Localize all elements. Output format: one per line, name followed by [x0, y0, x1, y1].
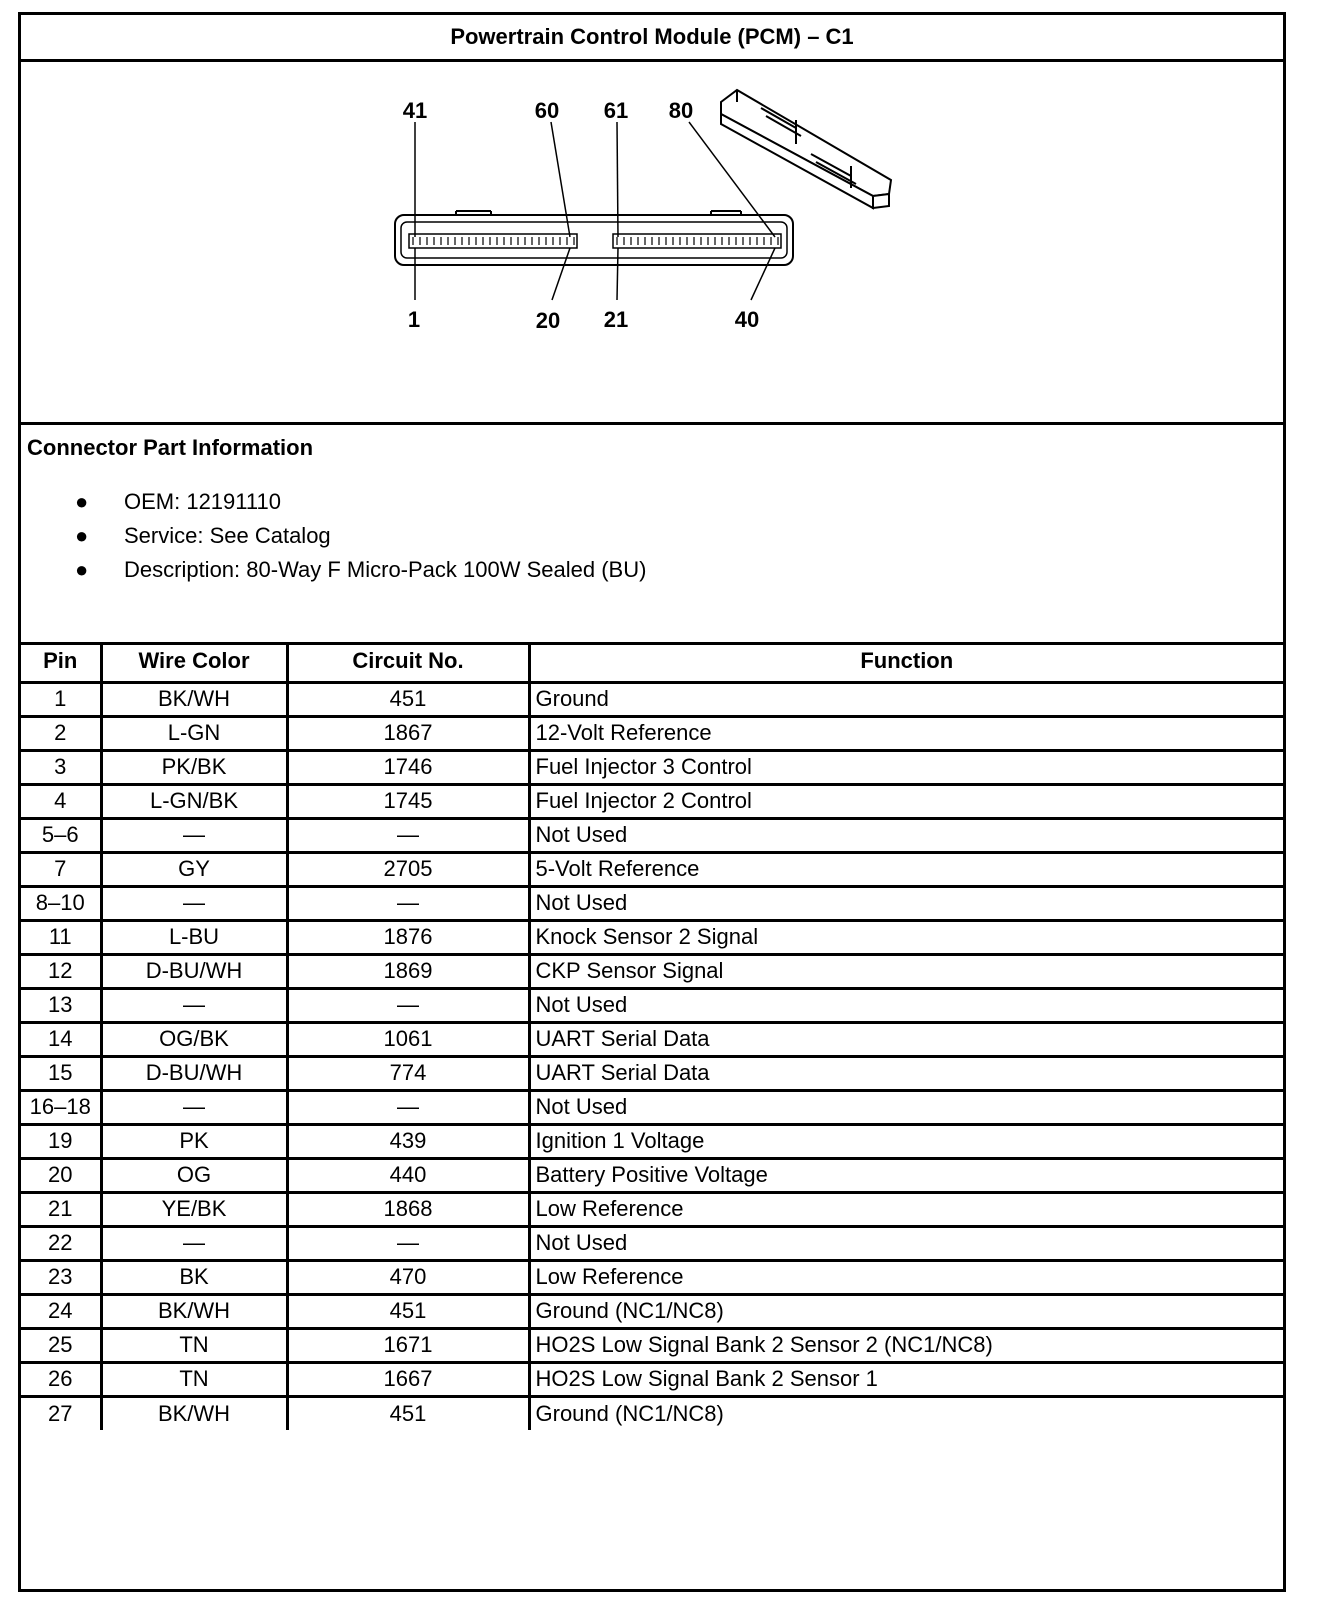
pin-label-41: 41	[402, 98, 428, 123]
pin-cell: 1	[21, 682, 101, 716]
connector-description: Description: 80-Way F Micro-Pack 100W Sealed (BU)	[124, 557, 647, 582]
pin-label-40: 40	[734, 307, 760, 332]
function-cell: Not Used	[529, 1226, 1283, 1260]
circuit-number-cell: —	[287, 1226, 529, 1260]
pin-cell: 27	[21, 1396, 101, 1430]
table-row	[21, 1192, 1283, 1226]
function-cell: Low Reference	[529, 1260, 1283, 1294]
table-row	[21, 682, 1283, 716]
wire-color-cell: —	[101, 988, 287, 1022]
table-row	[21, 1260, 1283, 1294]
connector-info-list	[21, 485, 646, 587]
wire-color-cell: GY	[101, 852, 287, 886]
pin-label-1: 1	[407, 307, 421, 332]
function-cell: Knock Sensor 2 Signal	[529, 920, 1283, 954]
table-row	[21, 1090, 1283, 1124]
bullet-icon: ●	[75, 523, 89, 548]
pin-label-60: 60	[534, 98, 560, 123]
pin-cell: 8–10	[21, 886, 101, 920]
service-number: Service: See Catalog	[124, 523, 331, 548]
pin-cell: 14	[21, 1022, 101, 1056]
wire-color-cell: PK	[101, 1124, 287, 1158]
circuit-number-cell: 774	[287, 1056, 529, 1090]
pin-cell: 20	[21, 1158, 101, 1192]
pin-cell: 13	[21, 988, 101, 1022]
circuit-number-cell: 1876	[287, 920, 529, 954]
wire-color-cell: L-BU	[101, 920, 287, 954]
pin-cell: 23	[21, 1260, 101, 1294]
table-row	[21, 1226, 1283, 1260]
wire-color-cell: L-GN	[101, 716, 287, 750]
pin-label-20: 20	[535, 308, 561, 333]
table-row	[21, 818, 1283, 852]
pin-label-21: 21	[603, 307, 629, 332]
table-row	[21, 784, 1283, 818]
function-cell: Ground (NC1/NC8)	[529, 1294, 1283, 1328]
pin-cell: 3	[21, 750, 101, 784]
connector-drawing	[21, 62, 1283, 422]
function-cell: 12-Volt Reference	[529, 716, 1283, 750]
circuit-number-cell: —	[287, 1090, 529, 1124]
pinout-table	[21, 642, 1283, 1430]
function-cell: HO2S Low Signal Bank 2 Sensor 1	[529, 1362, 1283, 1396]
table-row	[21, 920, 1283, 954]
table-row	[21, 988, 1283, 1022]
function-cell: CKP Sensor Signal	[529, 954, 1283, 988]
wire-color-cell: D-BU/WH	[101, 954, 287, 988]
table-row	[21, 1022, 1283, 1056]
circuit-number-cell: 439	[287, 1124, 529, 1158]
connector-sheet	[18, 12, 1286, 1592]
bullet-icon: ●	[75, 489, 89, 514]
function-cell: Not Used	[529, 1090, 1283, 1124]
table-row	[21, 1328, 1283, 1362]
circuit-number-cell: 1745	[287, 784, 529, 818]
header-circuit-no: Circuit No.	[287, 642, 529, 682]
function-cell: Ground (NC1/NC8)	[529, 1396, 1283, 1430]
pinout-table-body	[21, 682, 1283, 1430]
table-row	[21, 852, 1283, 886]
circuit-number-cell: 1867	[287, 716, 529, 750]
wire-color-cell: TN	[101, 1362, 287, 1396]
function-cell: Battery Positive Voltage	[529, 1158, 1283, 1192]
pin-cell: 25	[21, 1328, 101, 1362]
table-row	[21, 1056, 1283, 1090]
connector-diagram	[21, 62, 1283, 425]
table-row	[21, 1158, 1283, 1192]
table-row	[21, 954, 1283, 988]
wire-color-cell: PK/BK	[101, 750, 287, 784]
connector-info-heading: Connector Part Information	[27, 435, 314, 460]
circuit-number-cell: 470	[287, 1260, 529, 1294]
circuit-number-cell: 1061	[287, 1022, 529, 1056]
circuit-number-cell: —	[287, 818, 529, 852]
header-pin: Pin	[21, 642, 101, 682]
circuit-number-cell: 451	[287, 1396, 529, 1430]
function-cell: Not Used	[529, 886, 1283, 920]
function-cell: UART Serial Data	[529, 1022, 1283, 1056]
function-cell: Ignition 1 Voltage	[529, 1124, 1283, 1158]
pin-cell: 12	[21, 954, 101, 988]
function-cell: Fuel Injector 2 Control	[529, 784, 1283, 818]
function-cell: UART Serial Data	[529, 1056, 1283, 1090]
pin-cell: 4	[21, 784, 101, 818]
oem-number: OEM: 12191110	[124, 489, 281, 514]
circuit-number-cell: 1869	[287, 954, 529, 988]
list-item	[21, 553, 646, 587]
table-header-row	[21, 642, 1283, 682]
wire-color-cell: YE/BK	[101, 1192, 287, 1226]
pin-cell: 26	[21, 1362, 101, 1396]
pin-cell: 7	[21, 852, 101, 886]
connector-isometric-icon	[721, 90, 891, 208]
table-row	[21, 886, 1283, 920]
bullet-icon: ●	[75, 557, 89, 582]
wire-color-cell: BK/WH	[101, 1396, 287, 1430]
pin-label-61: 61	[603, 98, 629, 123]
circuit-number-cell: —	[287, 988, 529, 1022]
pin-cell: 24	[21, 1294, 101, 1328]
wire-color-cell: —	[101, 1090, 287, 1124]
table-row	[21, 1362, 1283, 1396]
function-cell: Fuel Injector 3 Control	[529, 750, 1283, 784]
function-cell: Not Used	[529, 988, 1283, 1022]
circuit-number-cell: 1667	[287, 1362, 529, 1396]
pin-cell: 2	[21, 716, 101, 750]
table-row	[21, 716, 1283, 750]
function-cell: Low Reference	[529, 1192, 1283, 1226]
page-title: Powertrain Control Module (PCM) – C1	[21, 15, 1283, 62]
pin-label-80: 80	[668, 98, 694, 123]
pin-cell: 19	[21, 1124, 101, 1158]
circuit-number-cell: 2705	[287, 852, 529, 886]
wire-color-cell: OG	[101, 1158, 287, 1192]
header-function: Function	[529, 642, 1283, 682]
table-row	[21, 1124, 1283, 1158]
wire-color-cell: D-BU/WH	[101, 1056, 287, 1090]
circuit-number-cell: —	[287, 886, 529, 920]
function-cell: Ground	[529, 682, 1283, 716]
wire-color-cell: —	[101, 886, 287, 920]
list-item	[21, 485, 646, 519]
function-cell: 5-Volt Reference	[529, 852, 1283, 886]
table-row	[21, 750, 1283, 784]
circuit-number-cell: 1671	[287, 1328, 529, 1362]
header-wire-color: Wire Color	[101, 642, 287, 682]
circuit-number-cell: 451	[287, 1294, 529, 1328]
wire-color-cell: L-GN/BK	[101, 784, 287, 818]
circuit-number-cell: 440	[287, 1158, 529, 1192]
circuit-number-cell: 451	[287, 682, 529, 716]
table-row	[21, 1294, 1283, 1328]
wire-color-cell: BK/WH	[101, 682, 287, 716]
wire-color-cell: TN	[101, 1328, 287, 1362]
function-cell: HO2S Low Signal Bank 2 Sensor 2 (NC1/NC8)	[529, 1328, 1283, 1362]
wire-color-cell: BK/WH	[101, 1294, 287, 1328]
wire-color-cell: OG/BK	[101, 1022, 287, 1056]
function-cell: Not Used	[529, 818, 1283, 852]
pin-cell: 15	[21, 1056, 101, 1090]
wire-color-cell: BK	[101, 1260, 287, 1294]
circuit-number-cell: 1746	[287, 750, 529, 784]
wire-color-cell: —	[101, 1226, 287, 1260]
table-row	[21, 1396, 1283, 1430]
pin-cell: 22	[21, 1226, 101, 1260]
pin-cell: 11	[21, 920, 101, 954]
list-item	[21, 519, 646, 553]
wire-color-cell: —	[101, 818, 287, 852]
pin-cell: 5–6	[21, 818, 101, 852]
connector-part-information	[21, 425, 1283, 645]
circuit-number-cell: 1868	[287, 1192, 529, 1226]
pin-cell: 21	[21, 1192, 101, 1226]
pin-cell: 16–18	[21, 1090, 101, 1124]
